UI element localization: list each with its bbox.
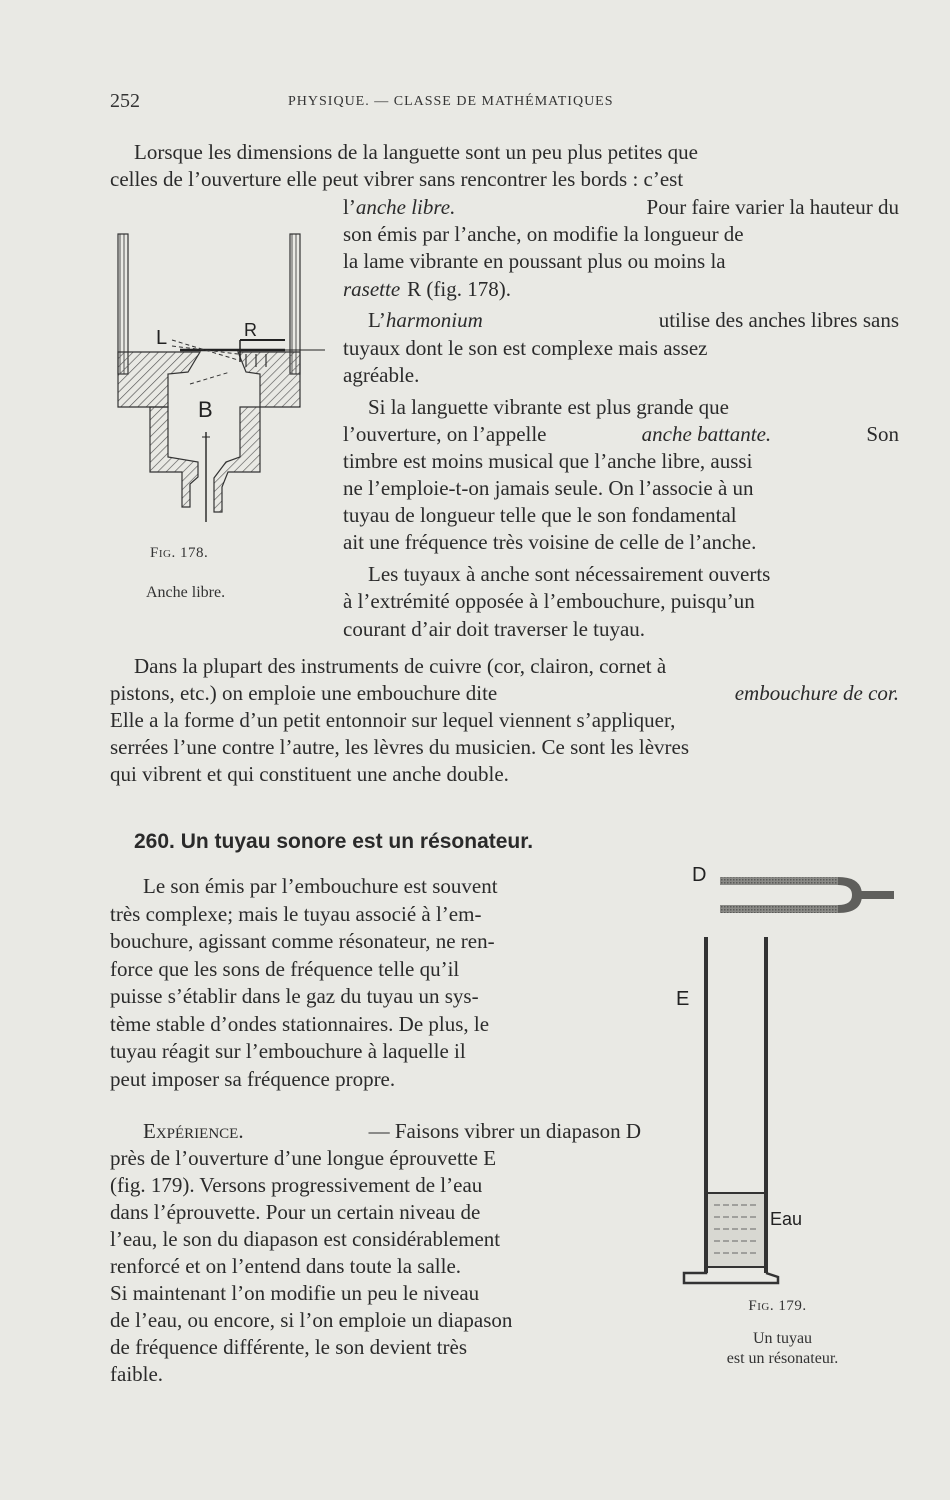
fig179-resonator-diagram [670,855,900,1295]
para5-line: Dans la plupart des instruments de cuivre (cor, clairon, cornet à [134,654,667,678]
para7-line: faible. [110,1362,164,1386]
para7-line: de fréquence différente, le son devient très [110,1335,468,1359]
para7-line: Si maintenant l’on modifie un peu le niveau [110,1281,480,1305]
section-title: 260. Un tuyau sonore est un résonateur. [134,830,534,853]
page-number: 252 [110,90,140,112]
para3-line: l’ouverture, on l’appelle anche battante. Son [343,422,899,446]
fig179-caption-number: Fig. 179. [748,1298,807,1314]
fig178-caption-number: Fig. 178. [150,545,209,561]
fig178-label-B: B [198,397,213,422]
left-shelf [118,352,200,407]
para1-line: rasette R (fig. 178). [343,277,511,301]
tuning-fork-prong-top [720,877,838,885]
fig179-label-eau: Eau [770,1209,803,1229]
para7-line: l’eau, le son du diapason est considérablement [110,1227,501,1251]
para7-line: dans l’éprouvette. Pour un certain niveau de [110,1200,481,1224]
para5-line: Elle a la forme d’un petit entonnoir sur lequel viennent s’appliquer, [110,708,676,732]
fig179-caption-line2: est un résonateur. [726,1350,839,1367]
fig178-label-L: L [156,327,168,349]
para2-line: agréable. [343,363,420,387]
para6-line: bouchure, agissant comme résonateur, ne ren- [110,929,495,953]
para6-line: très complexe; mais le tuyau associé à l’em- [110,902,482,926]
para2-line: tuyaux dont le son est complexe mais assez [343,336,708,360]
tuning-fork-handle [860,891,894,899]
para6-line: peut imposer sa fréquence propre. [110,1067,396,1091]
para1-line: son émis par l’anche, on modifie la longueur de [343,222,744,246]
tuning-fork-prong-bottom [720,905,838,913]
tuning-fork-bend [838,877,862,913]
para6-line: tuyau réagit sur l’embouchure à laquelle il [110,1039,466,1063]
dashed-line-3 [190,372,230,384]
fig179-label-D: D [692,864,707,886]
para5-line: serrées l’une contre l’autre, les lèvres du musicien. Ce sont les lèvres [110,735,690,759]
para7-line: renforcé et on l’entend dans toute la salle. [110,1254,462,1278]
para4-line: courant d’air doit traverser le tuyau. [343,617,646,641]
l3-end: Pour faire varier la hauteur du [646,195,899,219]
para6-line: Le son émis par l’embouchure est souvent [143,874,498,898]
fig178-free-reed-diagram [110,222,335,532]
fig178-caption-text: Anche libre. [146,584,226,601]
fig178-label-R: R [244,320,257,340]
para4-line: à l’extrémité opposée à l’embouchure, puisqu’un [343,589,755,613]
para5-line: qui vibrent et qui constituent une anche double. [110,762,509,786]
fig179-caption-line1: Un tuyau [752,1330,813,1347]
para7-line: Expérience. — Faisons vibrer un diapason D [143,1119,641,1143]
para3-line: timbre est moins musical que l’anche libre, aussi [343,449,753,473]
para5-line: pistons, etc.) on emploie une embouchure dite embouchure de cor. [110,681,899,705]
para7-line: (fig. 179). Versons progressivement de l’eau [110,1173,483,1197]
para1-line: celles de l’ouverture elle peut vibrer sans rencontrer les bords : c’est [110,167,684,191]
right-body [214,407,260,512]
para2-line: L’harmonium utilise des anches libres sans [368,308,899,332]
para3-line: ne l’emploie-t-on jamais seule. On l’associe à un [343,476,754,500]
para6-line: tème stable d’ondes stationnaires. De plus, le [110,1012,490,1036]
para3-line: Si la languette vibrante est plus grande que [368,395,729,419]
para3-line: tuyau de longueur telle que le son fondamental [343,503,737,527]
para7-line: près de l’ouverture d’une longue éprouvette E [110,1146,497,1170]
right-shelf [238,352,300,407]
para1-line [343,194,899,221]
para1-line: Lorsque les dimensions de la languette sont un peu plus petites que [134,140,698,164]
para4-line: Les tuyaux à anche sont nécessairement ouverts [368,562,771,586]
fig179-label-E: E [676,988,690,1010]
running-title: PHYSIQUE. — CLASSE DE MATHÉMATIQUES [288,94,614,109]
water-column [708,1193,764,1267]
tube-base [684,1267,778,1283]
para3-line: ait une fréquence très voisine de celle de l’anche. [343,530,757,554]
para7-line: de l’eau, ou encore, si l’on emploie un diapason [110,1308,513,1332]
para6-line: force que les sons de fréquence telle qu’il [110,957,460,981]
l3-start: l’anche libre. [343,195,456,219]
para1-line: la lame vibrante en poussant plus ou moins la [343,249,726,273]
para6-line: puisse s’établir dans le gaz du tuyau un sys- [110,984,479,1008]
left-body [150,407,198,507]
